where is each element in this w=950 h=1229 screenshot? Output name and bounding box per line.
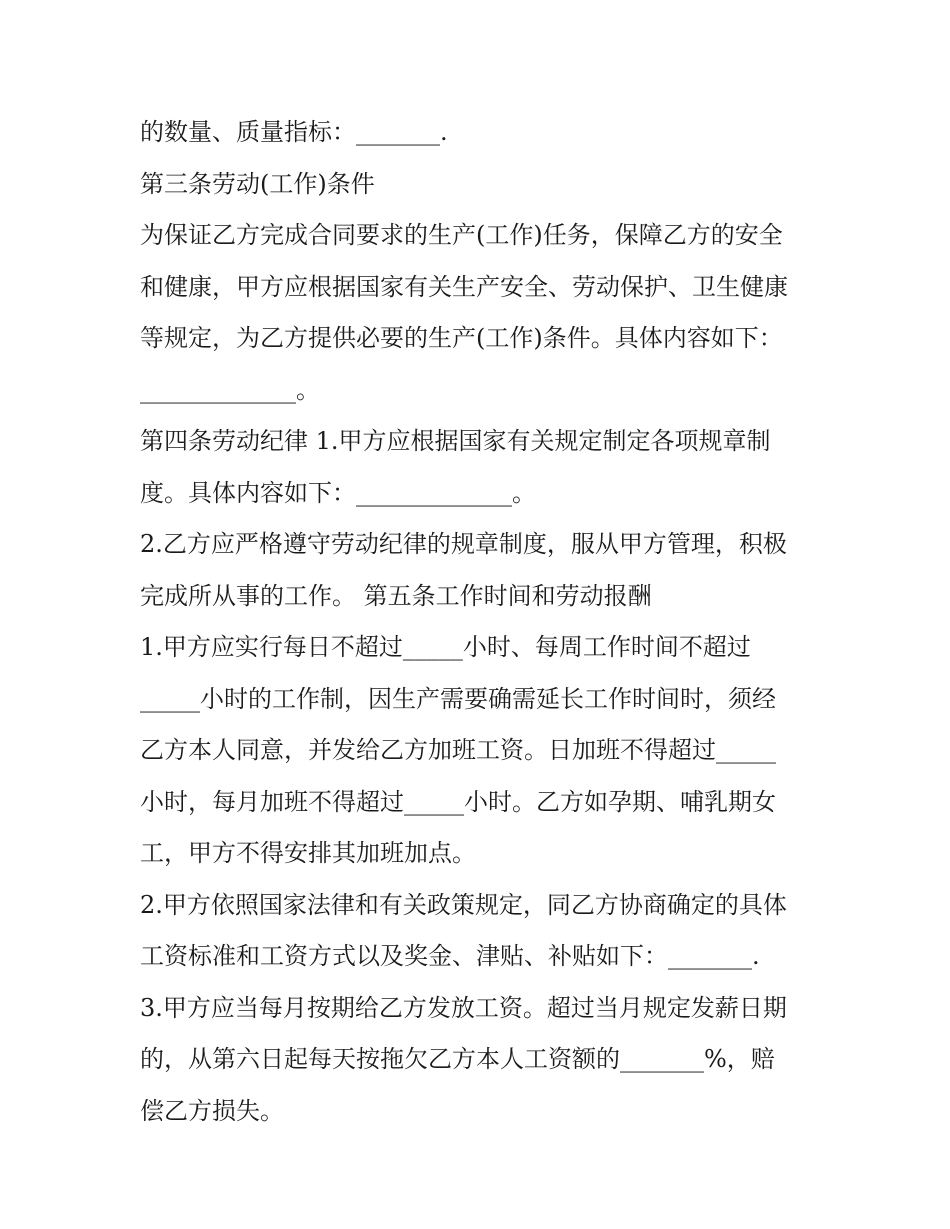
- text-line: _____________。: [140, 375, 320, 404]
- text-line: 为保证乙方完成合同要求的生产(工作)任务，保障乙方的安全: [140, 221, 783, 249]
- text-line: _____小时的工作制，因生产需要确需延长工作时间时，须经: [140, 684, 776, 713]
- text-line: 工，甲方不得安排其加班加点。: [140, 839, 476, 867]
- text-line: 乙方本人同意，并发给乙方加班工资。日加班不得超过_____: [140, 736, 776, 764]
- text-line: 完成所从事的工作。 第五条工作时间和劳动报酬: [140, 581, 652, 610]
- text-line: 等规定，为乙方提供必要的生产(工作)条件。具体内容如下：: [140, 324, 783, 352]
- text-line: 第四条劳动纪律 1.甲方应根据国家有关规定制定各项规章制: [140, 427, 771, 455]
- text-line: 度。具体内容如下：_____________。: [140, 478, 536, 507]
- text-line: 和健康，甲方应根据国家有关生产安全、劳动保护、卫生健康: [140, 272, 788, 301]
- text-line: 2.乙方应严格遵守劳动纪律的规章制度，服从甲方管理，积极: [140, 530, 787, 558]
- text-line: 的数量、质量指标：_______.: [140, 118, 448, 146]
- text-line: 工资标准和工资方式以及奖金、津贴、补贴如下：_______.: [140, 942, 760, 970]
- text-line: 1.甲方应实行每日不超过_____小时、每周工作时间不超过: [140, 633, 751, 661]
- section-heading: 第三条劳动(工作)条件: [140, 169, 375, 198]
- text-line: 的，从第六日起每天按拖欠乙方本人工资额的_______%，赔: [140, 1045, 775, 1073]
- contract-body: [140, 107, 830, 1137]
- text-line: 偿乙方损失。: [140, 1096, 284, 1125]
- text-line: 2.甲方依照国家法律和有关政策规定，同乙方协商确定的具体: [140, 890, 787, 919]
- text-line: 3.甲方应当每月按期给乙方发放工资。超过当月规定发薪日期: [140, 993, 787, 1022]
- text-line: 小时，每月加班不得超过_____小时。乙方如孕期、哺乳期女: [140, 787, 776, 816]
